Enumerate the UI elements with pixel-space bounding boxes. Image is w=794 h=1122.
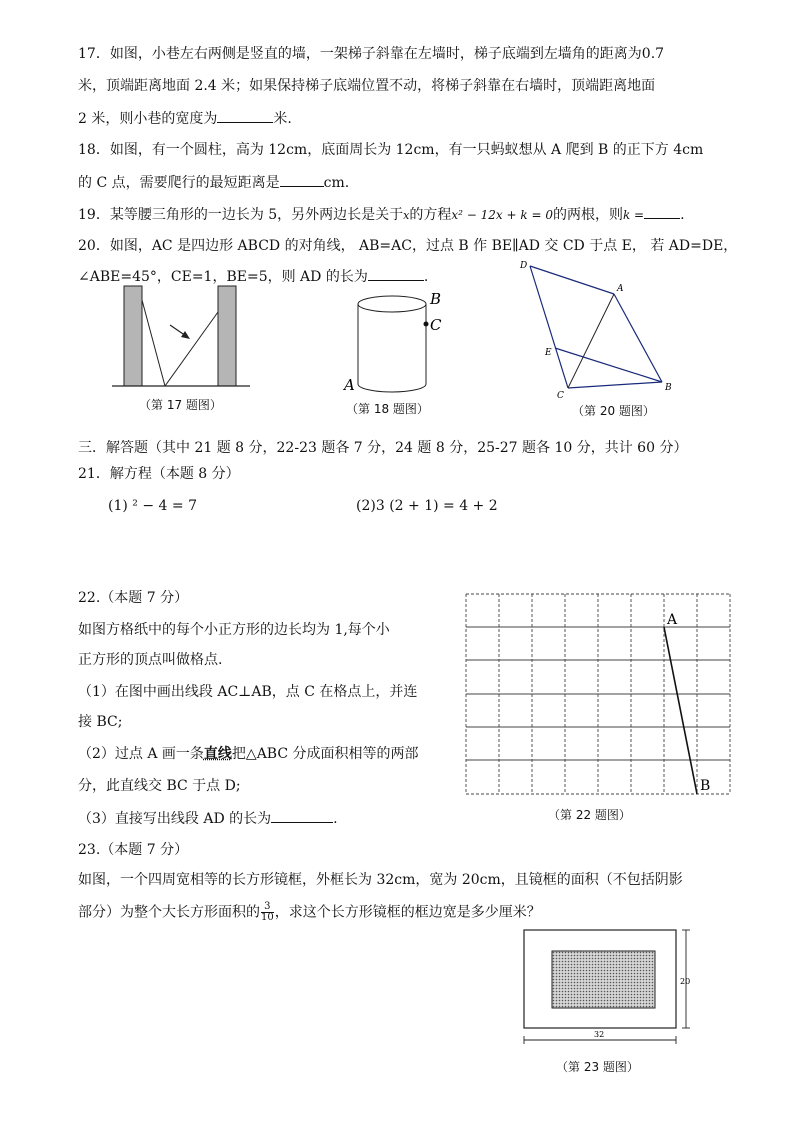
q17-line3	[78, 108, 292, 129]
q22-caption: （第 22 题图）	[548, 808, 631, 822]
q18-line1: 18．如图，有一个圆柱，高为 12cm，底面周长为 12cm，有一只蚂蚁想从 A 爬到 B 的正下方 4cm	[78, 142, 704, 158]
q17-line3-text: 2 米，则小巷的宽度为	[78, 111, 218, 127]
q22-line7	[78, 808, 338, 829]
q23-fraction-denominator: 10	[261, 912, 274, 923]
q22-line3: （1）在图中画出线段 AC⊥AB，点 C 在格点上，并连	[78, 684, 418, 700]
q20-answer-blank[interactable]	[368, 266, 424, 281]
fig20-diagram	[514, 256, 684, 402]
q22-line4: 接 BC;	[78, 714, 123, 730]
q23-frame-diagram	[516, 924, 706, 1054]
q19-text-c: 的两根，则	[552, 207, 623, 223]
q18-line2-text: 的 C 点，需要爬行的最短距离是	[78, 175, 280, 191]
fig18-label-b: B	[430, 290, 442, 308]
q17-answer-blank[interactable]	[217, 108, 273, 123]
q19-line	[78, 204, 685, 226]
fig20-segment-cb	[568, 382, 662, 388]
q22-answer-blank[interactable]	[271, 808, 333, 823]
q22-line6: 分，此直线交 BC 于点 D;	[78, 778, 241, 794]
q19-answer-blank[interactable]	[644, 204, 680, 219]
fig18-diagram	[340, 286, 450, 398]
fig20-label-c: C	[557, 391, 564, 401]
fig18-bottom-arc	[358, 384, 426, 392]
fig17-caption: （第 17 题图）	[139, 398, 222, 412]
q18-answer-blank[interactable]	[280, 172, 324, 187]
q22-line5-text-a: （2）过点 A 画一条	[78, 746, 204, 762]
q23-line2	[78, 902, 541, 923]
q17-line2: 米，顶端距离地面 2.4 米；如果保持梯子底端位置不动，将梯子斜靠在右墙时，顶端距离地面	[78, 78, 656, 94]
q17-line1: 17．如图，小巷左右两侧是竖直的墙，一架梯子斜靠在左墙时，梯子底端到左墙角的距离为0.7	[78, 46, 665, 62]
q22-segment-ab	[664, 627, 697, 794]
fig17-arrow-head	[181, 331, 190, 339]
fig17-diagram	[108, 284, 268, 392]
fig18-label-c: C	[430, 316, 442, 334]
q20-line2-end: .	[423, 269, 429, 285]
q22-line7-end: .	[333, 811, 338, 827]
q19-text-a: 19．某等腰三角形的一边长为 5，另外两边长是关于	[78, 207, 404, 223]
fig20-label-a: A	[617, 284, 624, 294]
q18-line2-unit: cm.	[323, 175, 350, 191]
q19-equation: x² − 12x + k = 0	[451, 208, 553, 222]
q19-var-x: x	[403, 209, 410, 222]
q22-label-a: A	[667, 612, 678, 628]
q19-text-b: 的方程	[409, 207, 452, 223]
q17-line3-unit: 米.	[273, 111, 292, 127]
fig18-top-ellipse	[358, 296, 426, 312]
q23-caption: （第 23 题图）	[556, 1060, 639, 1074]
fig20-caption: （第 20 题图）	[572, 404, 655, 418]
q22-grid-diagram	[466, 594, 736, 804]
q23-line2-text-b: ，求这个长方形镜框的框边宽是多少厘米？	[274, 904, 541, 921]
q22-label-b: B	[700, 778, 711, 794]
q23-line1: 如图，一个四周宽相等的长方形镜框，外框长为 32cm，宽为 20cm，且镜框的面积（不包括阴影	[78, 872, 683, 888]
q22-line7-text: （3）直接写出线段 AD 的长为	[78, 811, 272, 827]
q19-end: .	[680, 207, 685, 223]
fig20-segment-dc	[530, 266, 568, 388]
q22-title: 22.（本题 7 分）	[78, 590, 189, 606]
q23-height-label: 20	[680, 977, 691, 986]
q23-width-label: 32	[594, 1030, 605, 1039]
fig17-left-wall	[124, 286, 142, 386]
q22-line5-text-b: 把△ABC 分成面积相等的两部	[231, 746, 419, 762]
fig20-label-b: B	[665, 383, 672, 393]
section3-heading: 三．解答题（其中 21 题 8 分，22-23 题各 7 分，24 题 8 分，25-27 题各 10 分，共计 60 分）	[78, 440, 688, 456]
q23-fraction	[261, 902, 274, 923]
fig18-caption: （第 18 题图）	[346, 402, 429, 416]
fig18-label-a: A	[344, 376, 355, 394]
q20-line2-text: ∠ABE=45°，CE=1，BE=5，则 AD 的长为	[78, 269, 368, 285]
q19-k-eq: k =	[622, 208, 645, 222]
q23-shaded-inner	[552, 951, 655, 1008]
fig17-ladder-left	[142, 300, 165, 386]
q18-line2	[78, 172, 349, 193]
fig20-label-e: E	[545, 348, 552, 358]
fig20-label-d: D	[520, 261, 528, 271]
fig18-point-c	[424, 322, 429, 327]
q23-fraction-numerator: 3	[261, 902, 274, 913]
q22-line2: 正方形的顶点叫做格点.	[78, 652, 223, 668]
q21-title: 21．解方程（本题 8 分）	[78, 466, 240, 482]
fig20-segment-ac	[568, 294, 614, 388]
q22-line5-emphasis: 直线	[203, 746, 232, 762]
q23-line2-text-a: 部分）为整个大长方形面积的	[78, 904, 260, 921]
fig17-ladder-right	[165, 312, 218, 386]
fig20-segment-da	[530, 266, 614, 294]
q20-line1: 20．如图，AC 是四边形 ABCD 的对角线， AB=AC，过点 B 作 BE∥AD 交 CD 于点 E， 若 AD=DE，	[78, 238, 738, 254]
q22-line1: 如图方格纸中的每个小正方形的边长均为 1,每个小	[78, 622, 390, 638]
fig17-right-wall	[218, 286, 236, 386]
q21-part1: (1) ² − 4 = 7	[108, 498, 197, 514]
q21-part2: (2)3 (2 + 1) = 4 + 2	[356, 498, 498, 514]
q23-title: 23.（本题 7 分）	[78, 842, 189, 858]
q22-line5	[78, 744, 419, 764]
